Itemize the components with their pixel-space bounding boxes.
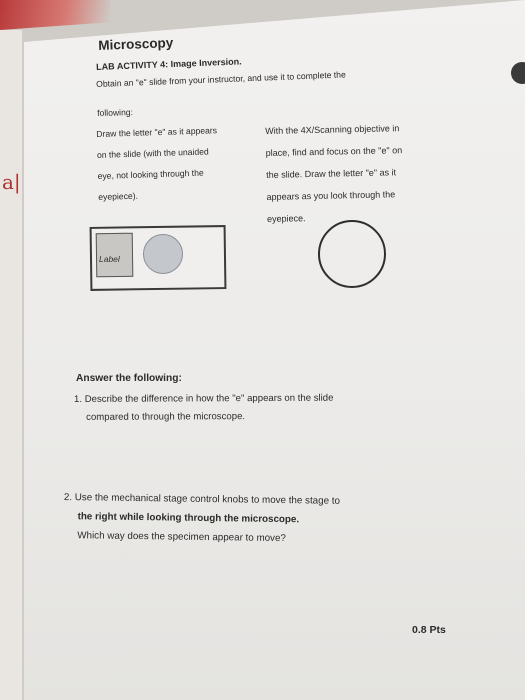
page-title: Microscopy [98,35,174,53]
right-column-instructions [265,116,457,230]
slide-label-text: Label [99,254,120,264]
margin-handwriting: a| [2,170,21,194]
points-value: 0.8 Pts [412,624,446,636]
question-2-line-2: the right while looking through the microscope. [77,511,300,526]
question-1-line-2: compared to through the microscope. [86,411,246,423]
right-column-line: appears as you look through the [266,189,396,202]
eyepiece-view-circle [318,220,386,288]
question-2 [63,488,340,549]
left-column-line: on the slide (with the unaided [96,146,209,160]
background-notebook-page [0,30,22,700]
background-object [511,62,525,84]
question-2-line-1: 2. Use the mechanical stage control knobs to move the stage to [63,491,341,507]
right-column-line: the slide. Draw the letter "e" as it [266,167,397,180]
worksheet-page [24,0,525,700]
instruction-line-2: following: [97,107,134,118]
left-column-line: eye, not looking through the [97,167,204,181]
background-red-corner [0,0,110,30]
slide-specimen-circle [143,234,183,274]
activity-heading: LAB ACTIVITY 4: Image Inversion. [96,56,242,72]
instruction-line-1: Obtain an "e" slide from your instructor, and use it to complete the [96,69,346,89]
question-1-line-1: 1. Describe the difference in how the "e" appears on the slide [74,392,334,405]
question-1 [74,390,334,427]
question-2-line-3: Which way does the specimen appear to move? [77,530,286,545]
answer-heading: Answer the following: [76,373,182,384]
right-column-line: eyepiece. [266,213,306,224]
right-column-line: With the 4X/Scanning objective in [265,123,400,136]
left-column-instructions [96,119,269,208]
left-column-line: eyepiece). [98,190,139,202]
right-column-line: place, find and focus on the "e" on [265,145,403,158]
left-column-line: Draw the letter "e" as it appears [96,125,218,139]
